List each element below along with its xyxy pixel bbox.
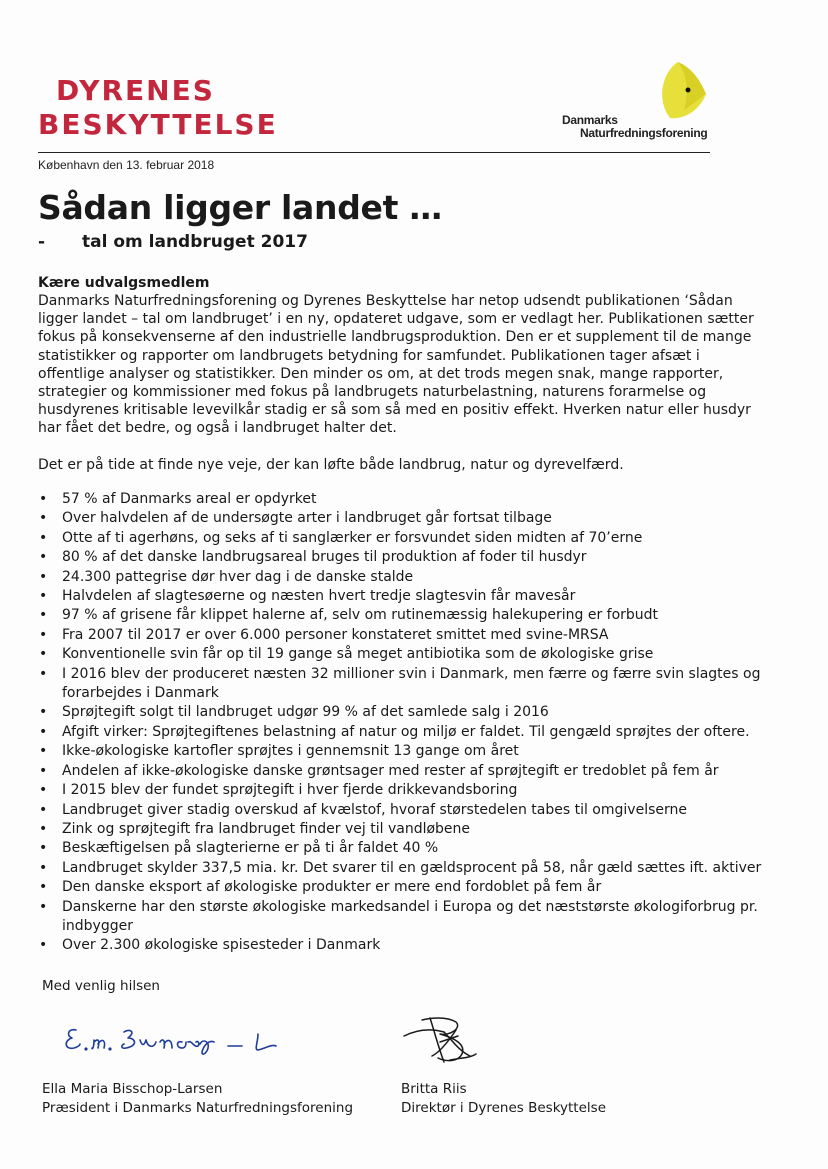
list-item-text: Landbruget giver stadig overskud af kvælstof, hvoraf størstedelen tabes til omgivelserne: [62, 801, 687, 818]
list-item-text: Otte af ti agerhøns, og seks af ti sanglærker er forsvundet siden midten af 70’erne: [62, 529, 643, 546]
bullet-icon: •: [39, 588, 48, 605]
list-item-text: Halvdelen af slagtesøerne og næsten hvert tredje slagtesvin får mavesår: [62, 588, 576, 605]
letter-body: [38, 292, 758, 474]
dateline: København den 13. februar 2018: [38, 158, 215, 172]
signature-ella-maria: [62, 1018, 312, 1062]
subtitle-text: tal om landbruget 2017: [82, 232, 308, 252]
signer-2-name: Britta Riis: [401, 1081, 467, 1097]
list-item: [38, 742, 768, 761]
header-divider: [38, 152, 710, 153]
list-item: [38, 801, 768, 820]
bullet-icon: •: [39, 840, 48, 857]
list-item-text: Beskæftigelsen på slagterierne er på ti år faldet 40 %: [62, 840, 439, 857]
bullet-icon: •: [39, 898, 48, 915]
danmarks-naturfredningsforening-logo: [560, 60, 720, 142]
signature-britta-riis: [400, 1012, 490, 1068]
list-item: [38, 626, 768, 645]
list-item-text: I 2015 blev der fundet sprøjtegift i hver fjerde drikkevandsboring: [62, 782, 518, 799]
bullet-icon: •: [39, 762, 48, 779]
bullet-icon: •: [39, 937, 48, 954]
bullet-icon: •: [39, 723, 48, 740]
list-item: [38, 665, 768, 704]
list-item-text: Over 2.300 økologiske spisesteder i Danmark: [62, 937, 381, 954]
list-item: [38, 529, 768, 548]
bullet-icon: •: [39, 801, 48, 818]
bullet-icon: •: [39, 549, 48, 566]
list-item: [38, 548, 768, 567]
signer-1-name: Ella Maria Bisschop-Larsen: [42, 1081, 223, 1097]
list-item: [38, 568, 768, 587]
salutation: Kære udvalgsmedlem: [38, 275, 210, 291]
bullet-icon: •: [39, 568, 48, 585]
list-item-text: 57 % af Danmarks areal er opdyrket: [62, 491, 317, 507]
bullet-icon: •: [39, 607, 48, 624]
dyrenes-beskyttelse-logo: [38, 74, 278, 142]
list-item-text: Over halvdelen af de undersøgte arter i landbruget går fortsat tilbage: [62, 510, 552, 527]
leaf-logo-icon: [656, 60, 712, 122]
list-item: [38, 898, 768, 937]
signer-2-role: Direktør i Dyrenes Beskyttelse: [401, 1100, 606, 1116]
signer-1: [42, 1080, 353, 1118]
list-item: [38, 762, 768, 781]
list-item-text: 97 % af grisene får klippet halerne af, selv om rutinemæssig halekupering er forbudt: [62, 607, 659, 624]
bullet-icon: •: [39, 510, 48, 527]
list-item-text: Landbruget skylder 337,5 mia. kr. Det svarer til en gældsprocent på 58, når gæld sættes ift. aktiver: [62, 859, 762, 876]
list-item: [38, 878, 768, 897]
list-item-text: Fra 2007 til 2017 er over 6.000 personer konstateret smittet med svine-MRSA: [62, 626, 609, 643]
list-item-text: Konventionelle svin får op til 19 gange så meget antibiotika som de økologiske grise: [62, 646, 654, 663]
bullet-icon: •: [39, 704, 48, 721]
bullet-icon: •: [39, 626, 48, 643]
page-title: Sådan ligger landet …: [38, 188, 442, 227]
bullet-icon: •: [39, 820, 48, 837]
list-item: [38, 490, 768, 509]
list-item: [38, 587, 768, 606]
list-item: [38, 859, 768, 878]
bullet-icon: •: [39, 491, 48, 507]
list-item: [38, 606, 768, 625]
list-item-text: 80 % af det danske landbrugsareal bruges til produktion af foder til husdyr: [62, 549, 587, 566]
list-item-text: Ikke-økologiske kartofler sprøjtes i gennemsnit 13 gange om året: [62, 743, 519, 760]
signer-1-role: Præsident i Danmarks Naturfredningsforening: [42, 1100, 354, 1116]
list-item-text: Andelen af ikke-økologiske danske grøntsager med rester af sprøjtegift er tredoblet på fem år: [62, 762, 719, 779]
list-item: [38, 839, 768, 858]
list-item: [38, 703, 768, 722]
list-item-text: Danskerne har den største økologiske markedsandel i Europa og det næststørste økologiforbrug pr. indbygger: [62, 898, 758, 934]
logo-text-line-1: Danmarks: [562, 113, 618, 127]
bullet-icon: •: [39, 529, 48, 546]
list-item: [38, 645, 768, 664]
paragraph-intro: Danmarks Naturfredningsforening og Dyrenes Beskyttelse har netop udsendt publikationen ‘Sådan ligger landet – tal om landbruget’ i en ny, opdateret udgave, som er vedlagt her. Publikationen sætter fokus på konsekvenserne af den industrielle landbrugsproduktion. Den er et supplement til de mange statistikker og rapporter om landbrugets betydning for samfundet. Publikationen tager afsæt i offentlige analyser og statistikker. Den minder os om, at det trods megen snak, mange rapporter, strategier og kommissioner med fokus på landbrugets naturbelastning, naturens forarmelse og husdyrenes kritisable levevilkår stadig er så som så med en positiv effekt. Hverken natur eller husdyr har fået det bedre, og også i landbruget halter det.: [38, 293, 754, 437]
paragraph-call-to-action: Det er på tide at finde nye veje, der kan løfte både landbrug, natur og dyrevelfærd.: [38, 456, 624, 473]
list-item: [38, 781, 768, 800]
list-item-text: Sprøjtegift solgt til landbruget udgør 99 % af det samlede salg i 2016: [62, 704, 549, 721]
subtitle-dash: -: [38, 232, 46, 252]
signer-2: [401, 1080, 606, 1118]
list-item-text: Den danske eksport af økologiske produkter er mere end fordoblet på fem år: [62, 879, 602, 896]
list-item: [38, 820, 768, 839]
list-item-text: 24.300 pattegrise dør hver dag i de danske stalde: [62, 568, 414, 585]
closing-greeting: Med venlig hilsen: [42, 978, 160, 994]
bullet-icon: •: [39, 879, 48, 896]
list-item-text: Zink og sprøjtegift fra landbruget finder vej til vandløbene: [62, 820, 471, 837]
facts-list: [38, 490, 768, 956]
bullet-icon: •: [39, 646, 48, 663]
bullet-icon: •: [39, 859, 48, 876]
list-item-text: Afgift virker: Sprøjtegiftenes belastning af natur og miljø er faldet. Til gengæld sprøjtes der oftere.: [62, 723, 750, 740]
list-item: [38, 936, 768, 955]
bullet-icon: •: [39, 743, 48, 760]
logo-line-1: DYRENES: [56, 74, 215, 107]
bullet-icon: •: [39, 665, 48, 682]
bullet-icon: •: [39, 782, 48, 799]
list-item-text: I 2016 blev der produceret næsten 32 millioner svin i Danmark, men færre og færre svin slagtes og forarbejdes i Danmark: [62, 665, 761, 702]
page-subtitle: [38, 232, 308, 252]
logo-text-line-2: Naturfredningsforening: [580, 126, 708, 140]
list-item: [38, 723, 768, 742]
logo-line-2: BESKYTTELSE: [38, 108, 278, 141]
list-item: [38, 509, 768, 528]
